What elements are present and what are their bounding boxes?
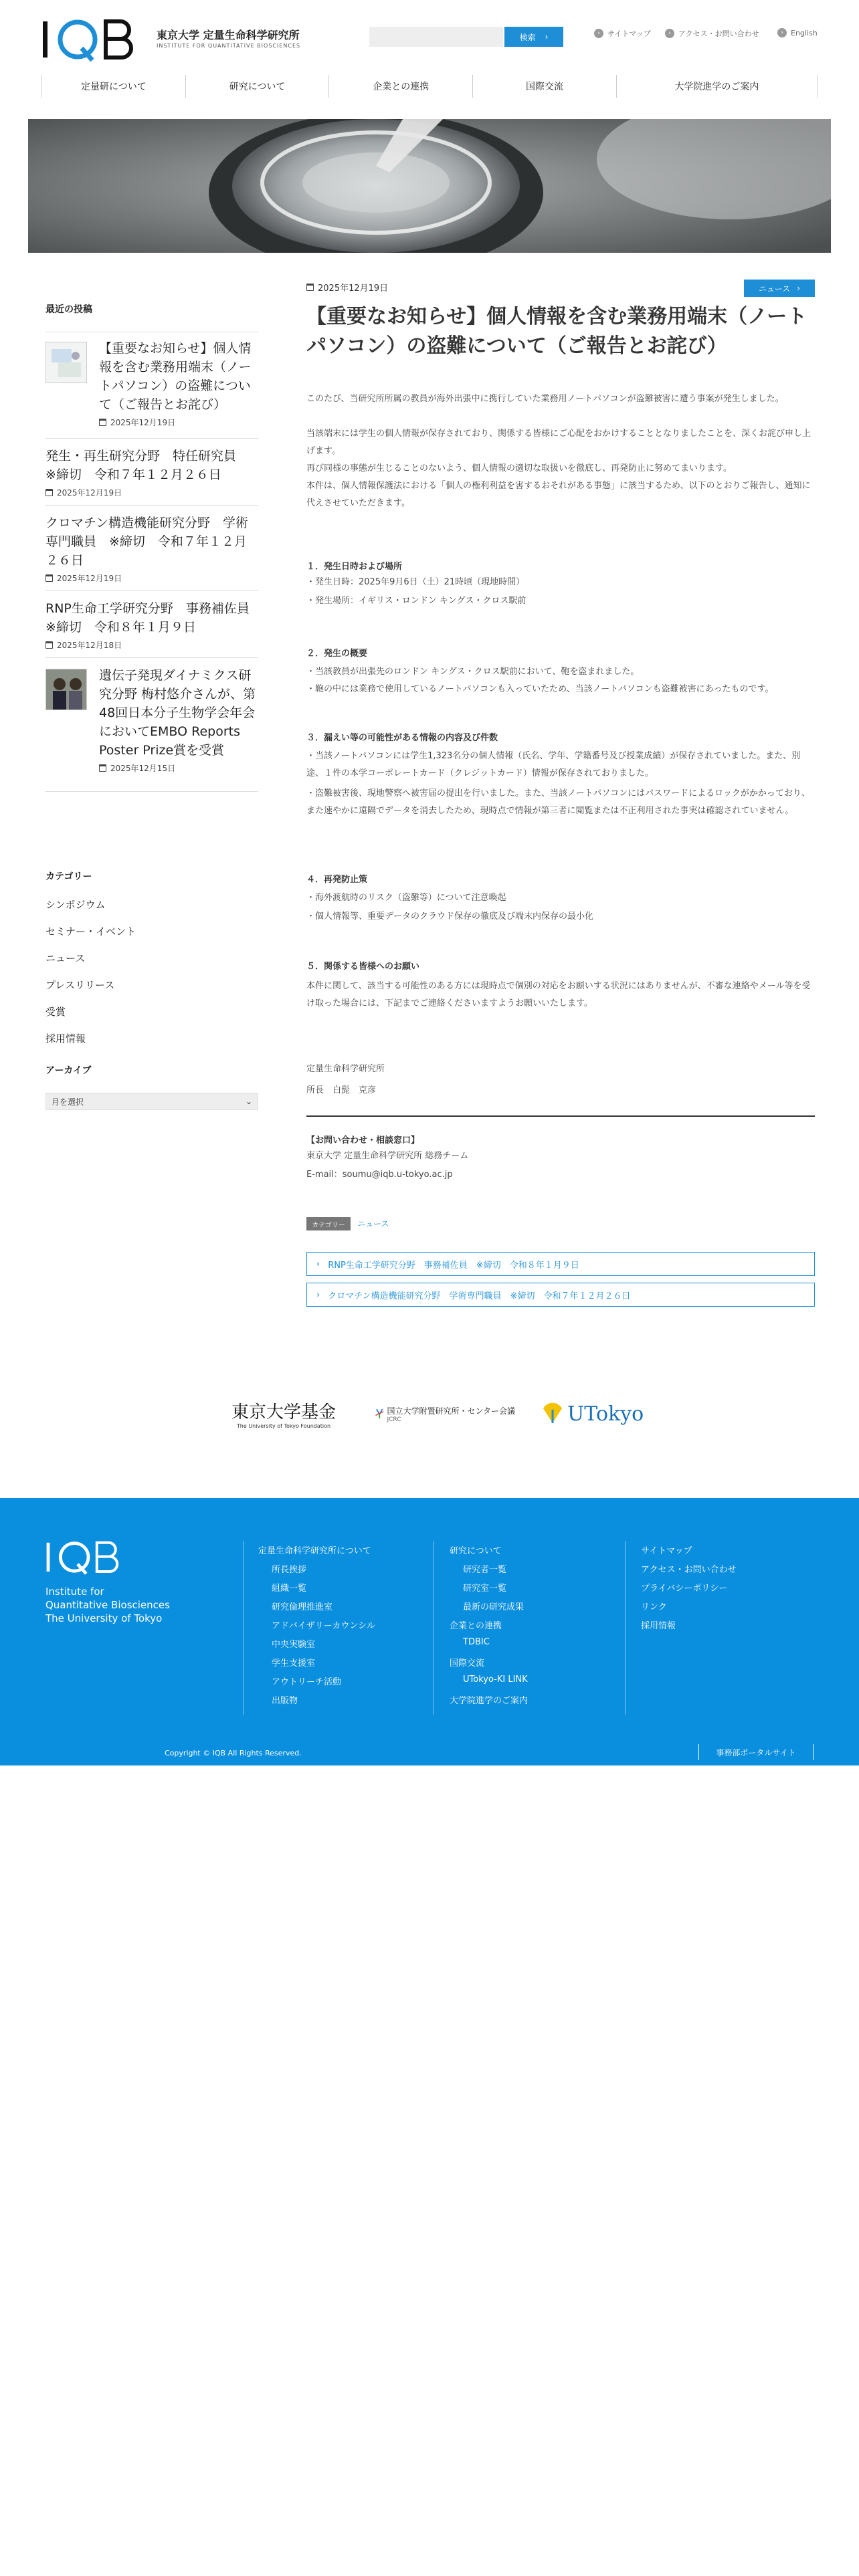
recent-post-item[interactable]: [45, 658, 258, 792]
section-heading: ３．漏えい等の可能性がある情報の内容及び件数: [306, 733, 498, 743]
footer-logo-line: Institute for: [45, 1586, 104, 1598]
site-footer: [0, 1498, 859, 1765]
article-line: ・個人情報等、重要データのクラウド保存の徹底及び端末内保存の最小化: [306, 911, 594, 922]
category-award[interactable]: 受賞: [45, 1006, 66, 1018]
footer-link[interactable]: 最新の研究成果: [463, 1602, 524, 1612]
footer-link[interactable]: UTokyo-KI LINK: [463, 1675, 528, 1685]
util-sitemap-link[interactable]: [594, 28, 651, 39]
recent-post-title[interactable]: RNP生命工学研究分野 事務補佐員 ※締切 令和８年１月９日: [45, 601, 262, 635]
utokyo-logo[interactable]: [541, 1395, 648, 1432]
chevron-down-icon: ⌄: [245, 1097, 252, 1106]
category-symposium[interactable]: シンポジウム: [45, 899, 106, 911]
footer-link[interactable]: アドバイザリーカウンシル: [272, 1621, 375, 1631]
article-line: ・鞄の中には業務で使用しているノートパソコンも入っていたため、当該ノートパソコンも盗難被害にあったものです。: [306, 684, 774, 694]
calendar-icon: [45, 641, 53, 649]
contact-line: 東京大学 定量生命科学研究所 総務チーム: [306, 1151, 469, 1161]
footer-graduate[interactable]: 大学院進学のご案内: [450, 1696, 529, 1706]
article-title: 【重要なお知らせ】個人情報を含む業務用端末（ノートパソコン）の盗難について（ご報告とお詫び）: [306, 305, 807, 358]
post-thumbnail: [45, 342, 87, 383]
chevron-right-icon: ›: [665, 29, 674, 38]
footer-industry[interactable]: 企業との連携: [450, 1621, 502, 1631]
calendar-icon: [45, 574, 53, 582]
section-heading: １．発生日時および場所: [306, 562, 403, 572]
footer-link[interactable]: 研究倫理推進室: [272, 1602, 333, 1612]
logo-title-en: INSTITUTE FOR QUANTITATIVE BIOSCIENCES: [157, 43, 301, 49]
chevron-left-icon: ‹: [316, 1259, 320, 1269]
contact-email[interactable]: E-mail：soumu@iqb.u-tokyo.ac.jp: [306, 1170, 453, 1180]
nav-about[interactable]: 定量研について: [41, 75, 185, 98]
prev-post-link[interactable]: [306, 1283, 815, 1307]
category-label: カテゴリー: [306, 1217, 351, 1230]
recent-post-date: 2025年12月18日: [45, 639, 258, 651]
recent-post-title[interactable]: 遺伝子発現ダイナミクス研究分野 梅村悠介さんが、第48回日本分子生物学会年会においてEMBO Reports Poster Prize賞を受賞: [99, 668, 256, 758]
jcrc-abbr: JCRC: [387, 1416, 401, 1423]
recent-post-item[interactable]: [45, 332, 258, 439]
util-access-link[interactable]: [665, 28, 759, 39]
footer-link[interactable]: 学生支援室: [272, 1658, 316, 1669]
foundation-jp: 東京大学基金: [231, 1402, 336, 1422]
article-paragraph: このたび、当研究所所属の教員が海外出張中に携行していた業務用ノートパソコンが盗難被害に遭う事案が発生しました。: [306, 394, 784, 404]
chevron-right-icon: ›: [545, 32, 549, 41]
recent-post-title[interactable]: クロマチン構造機能研究分野 学術専門職員 ※締切 令和７年１２月２６日: [45, 516, 249, 568]
post-thumbnail: [45, 669, 87, 710]
recent-post-title[interactable]: 【重要なお知らせ】個人情報を含む業務用端末（ノートパソコン）の盗難について（ご報告とお詫び）: [99, 341, 252, 412]
article-category-badge[interactable]: [744, 280, 815, 297]
recent-post-date: 2025年12月19日: [45, 487, 258, 498]
recent-post-date: 2025年12月15日: [99, 762, 258, 774]
recent-posts-heading: 最近の投稿: [45, 304, 92, 315]
recent-post-item[interactable]: [45, 506, 258, 591]
jcrc-logo[interactable]: [375, 1395, 515, 1432]
footer-link[interactable]: 組織一覧: [272, 1584, 307, 1594]
chevron-right-icon: ›: [316, 1289, 320, 1300]
staff-portal-link[interactable]: 事務部ポータルサイト: [698, 1744, 814, 1760]
contact-heading: 【お問い合わせ・相談窓口】: [306, 1136, 420, 1146]
article-paragraph: 本件は、個人情報保護法における「個人の権利利益を害するおそれがある事態」に該当するため、以下のとおりご報告し、通知に代えさせていただきます。: [306, 481, 811, 508]
nav-graduate[interactable]: 大学院進学のご案内: [616, 75, 818, 98]
footer-about[interactable]: 定量生命科学研究所について: [258, 1546, 371, 1556]
util-label: サイトマップ: [607, 29, 651, 38]
nav-research[interactable]: 研究について: [185, 75, 329, 98]
article-line: ・発生日時：2025年9月6日（土）21時頃（現地時間）: [306, 577, 525, 587]
footer-link[interactable]: プライバシーポリシー: [641, 1584, 728, 1594]
signature-line: 定量生命科学研究所: [306, 1064, 385, 1074]
calendar-icon: [99, 764, 106, 772]
post-link-label: RNP生命工学研究分野 事務補佐員 ※締切 令和８年１月９日: [328, 1260, 579, 1271]
next-post-link[interactable]: [306, 1252, 815, 1276]
signature-line: 所長 白髭 克彦: [306, 1085, 377, 1095]
category-link[interactable]: ニュース: [357, 1219, 389, 1228]
recent-post-date: 2025年12月19日: [99, 417, 258, 428]
iqb-logo[interactable]: [41, 17, 142, 64]
calendar-icon: [99, 419, 106, 426]
category-recruit[interactable]: 採用情報: [45, 1033, 86, 1045]
section-heading: ４．再発防止策: [306, 875, 368, 885]
search-input[interactable]: [369, 27, 503, 47]
global-nav: [41, 75, 818, 98]
category-seminar[interactable]: セミナー・イベント: [45, 926, 136, 938]
footer-link[interactable]: アウトリーチ活動: [272, 1677, 342, 1687]
utokyo-wordmark: UTokyo: [567, 1402, 644, 1426]
article-line: ・発生場所：イギリス・ロンドン キングス・クロス駅前: [306, 596, 527, 606]
footer-link[interactable]: 所長挨拶: [272, 1565, 307, 1575]
chevron-right-icon: ›: [594, 29, 603, 38]
footer-link[interactable]: TDBIC: [463, 1637, 490, 1647]
category-press[interactable]: プレスリリース: [45, 979, 115, 991]
archive-heading: アーカイブ: [45, 1065, 92, 1076]
nav-industry[interactable]: 企業との連携: [328, 75, 472, 98]
calendar-icon: [45, 489, 53, 496]
footer-link[interactable]: 中央実験室: [272, 1640, 316, 1650]
recent-post-title[interactable]: 発生・再生研究分野 特任研究員 ※締切 令和７年１２月２６日: [45, 449, 250, 482]
footer-link[interactable]: 出版物: [272, 1696, 298, 1706]
search-button[interactable]: [504, 27, 563, 47]
copyright: Copyright © IQB All Rights Reserved.: [165, 1749, 302, 1757]
footer-international[interactable]: 国際交流: [450, 1658, 485, 1669]
article-line: ・当該教員が出張先のロンドン キングス・クロス駅前において、鞄を盗まれました。: [306, 667, 640, 677]
article-paragraph: 当該端末には学生の個人情報が保存されており、関係する皆様にご心配をおかけすることとなりましたことを、深くお詫び申し上げます。: [306, 429, 812, 456]
petri-dish-photo: [28, 119, 831, 253]
footer-link[interactable]: アクセス・お問い合わせ: [641, 1565, 737, 1575]
category-heading: カテゴリー: [45, 871, 92, 882]
archive-select-value: 月を選択: [52, 1097, 84, 1107]
nav-international[interactable]: 国際交流: [472, 75, 616, 98]
util-label: アクセス・お問い合わせ: [678, 29, 759, 38]
jcrc-mark-icon: [375, 1398, 384, 1429]
article-paragraph: 再び同様の事態が生じることのないよう、個人情報の適切な取扱いを徹底し、再発防止に努めてまいります。: [306, 463, 732, 473]
logo-title-jp: 東京大学 定量生命科学研究所: [157, 29, 300, 41]
footer-logo-line: The University of Tokyo: [45, 1612, 163, 1624]
archive-select[interactable]: [45, 1093, 258, 1110]
article-line: ・盗難被害後、現地警察へ被害届の提出を行いました。また、当該ノートパソコンにはパスワードによるロックがかかっており、また速やかに遠隔でデータを消去したため、現時点で情報が第三者に閲覧または不正利用された事実は確認されていません。: [306, 788, 810, 816]
search-button-label: 検索: [519, 32, 536, 42]
util-english-link[interactable]: [777, 28, 818, 37]
chevron-right-icon: ›: [777, 28, 787, 37]
divider: [306, 1115, 815, 1117]
category-news[interactable]: ニュース: [45, 952, 86, 964]
hero-image: [28, 119, 831, 253]
badge-label: ニュース: [758, 284, 791, 294]
post-link-label: クロマチン構造機能研究分野 学術専門職員 ※締切 令和７年１２月２６日: [328, 1291, 631, 1301]
footer-link[interactable]: 研究者一覧: [463, 1565, 507, 1575]
footer-logo-line: Quantitative Biosciences: [45, 1599, 170, 1611]
calendar-icon: [306, 284, 314, 291]
recent-post-date: 2025年12月19日: [45, 572, 258, 584]
util-label: English: [791, 28, 818, 37]
article-date: 2025年12月19日: [306, 281, 388, 294]
article-line: ・当該ノートパソコンには学生1,323名分の個人情報（氏名、学年、学籍番号及び授業成績）が保存されていました。また、別途、１件の本学コーポレートカード（クレジットカード）情報が保存されておりました。: [306, 751, 801, 778]
article-line: ・海外渡航時のリスク（盗難等）について注意喚起: [306, 893, 506, 903]
footer-iqb-logo[interactable]: [45, 1539, 126, 1577]
recent-post-item[interactable]: [45, 591, 262, 658]
recent-post-item[interactable]: [45, 439, 258, 506]
section-heading: ２．発生の概要: [306, 649, 368, 659]
footer-link[interactable]: サイトマップ: [641, 1546, 692, 1556]
ginkgo-icon: [541, 1402, 565, 1426]
footer-link[interactable]: 採用情報: [641, 1621, 676, 1631]
article-line: 本件に関して、該当する可能性のある方には現時点で個別の対応をお願いする状況にはありませんが、不審な連絡やメール等を受け取った場合には、下記までご連絡くださいますようお願いいたします。: [306, 981, 811, 1008]
chevron-right-icon: ›: [797, 284, 801, 293]
foundation-en: The University of Tokyo Foundation: [236, 1423, 331, 1429]
footer-research[interactable]: 研究について: [450, 1546, 502, 1556]
jcrc-jp: 国立大学附置研究所・センター会議: [387, 1406, 515, 1416]
utokyo-foundation-logo[interactable]: [223, 1395, 344, 1432]
footer-link[interactable]: リンク: [641, 1602, 667, 1612]
footer-link[interactable]: 研究室一覧: [463, 1584, 507, 1594]
section-heading: ５．関係する皆様へのお願い: [306, 962, 420, 972]
